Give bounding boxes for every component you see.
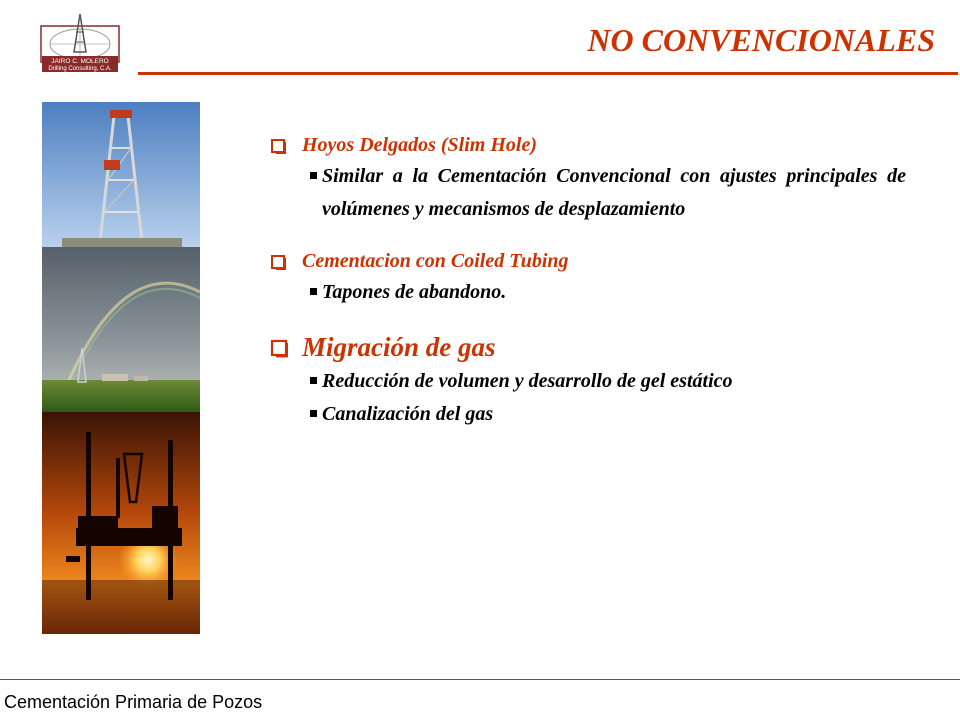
section-heading: Migración de gas — [302, 332, 496, 362]
hollow-square-bullet-icon — [270, 246, 288, 276]
list-item — [270, 276, 906, 309]
logo-line2: Drilling Consulting, C.A. — [48, 66, 112, 72]
list-item — [270, 365, 906, 398]
section-heading: Hoyos Delgados (Slim Hole) — [302, 134, 537, 156]
footer-rule — [0, 679, 960, 680]
list-item-text: Tapones de abandono. — [322, 281, 507, 303]
hollow-square-bullet-icon — [270, 130, 288, 160]
filled-square-bullet-icon — [310, 172, 317, 179]
company-logo — [40, 12, 120, 74]
list-item — [270, 398, 906, 431]
rainbow-field-photo — [42, 247, 200, 412]
slide-title: NO CONVENCIONALES — [587, 22, 935, 58]
list-item-text: Similar a la Cementación Convencional con ajustes principales de volúmenes y mecanismos de desplazamiento — [322, 165, 906, 220]
section-heading: Cementacion con Coiled Tubing — [302, 250, 569, 272]
photo-strip — [42, 102, 200, 634]
filled-square-bullet-icon — [310, 377, 317, 384]
filled-square-bullet-icon — [310, 410, 317, 417]
list-item-text: Canalización del gas — [322, 403, 494, 425]
content-list — [270, 130, 906, 431]
filled-square-bullet-icon — [310, 288, 317, 295]
title-rule — [138, 72, 958, 75]
section-gas-migration — [270, 329, 906, 365]
footer-text: Cementación Primaria de Pozos — [4, 692, 263, 712]
offshore-rig-sunset-photo — [42, 412, 200, 634]
section-coiled-tubing — [270, 246, 906, 276]
logo-line1: JAIRO C. MOLERO — [51, 58, 109, 65]
section-slim-hole — [270, 130, 906, 160]
drilling-rig-photo — [42, 102, 200, 247]
list-item — [270, 160, 906, 226]
hollow-square-bullet-icon — [270, 329, 290, 365]
list-item-text: Reducción de volumen y desarrollo de gel estático — [322, 370, 733, 392]
